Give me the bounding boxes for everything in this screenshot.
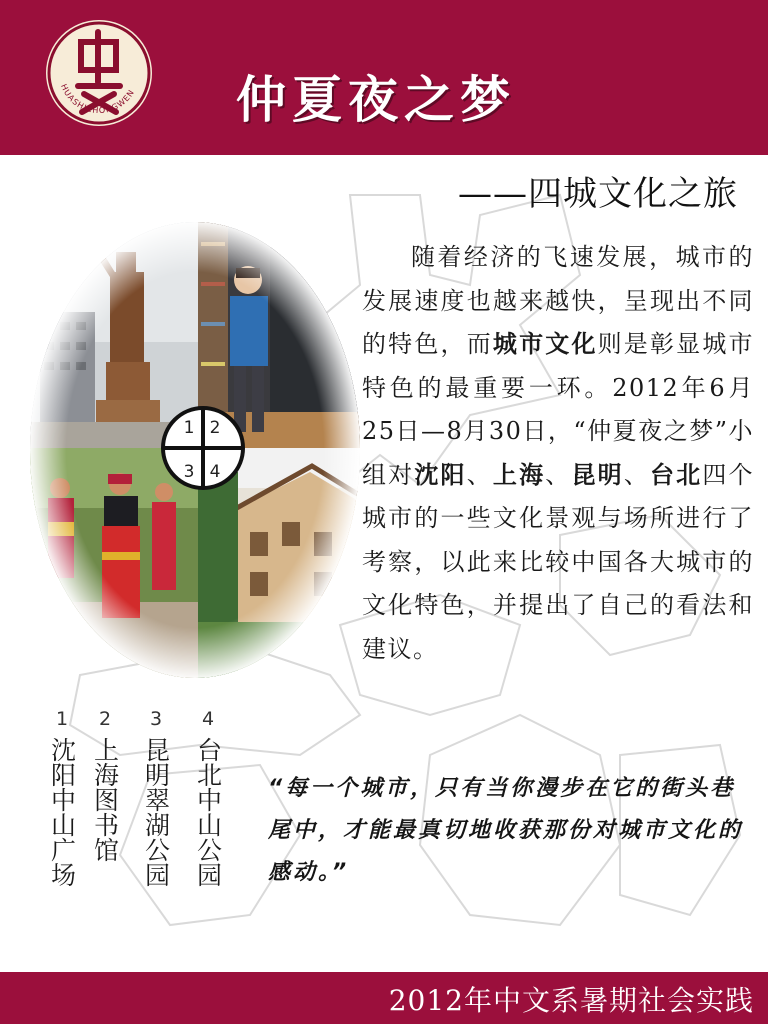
caption-text: 昆明翠湖公园	[141, 737, 171, 887]
body-text-1: 随着经济的飞速发展，城市的发展速度也越来越快，呈现出不同的特色，而	[362, 243, 754, 358]
caption-text: 台北中山公园	[193, 737, 223, 887]
caption-2	[89, 705, 121, 862]
photo-index-crosshair	[160, 405, 246, 491]
closing-quote: “每一个城市，只有当你漫步在它的街头巷尾中，才能最真切地收获那份对城市文化的感动。”	[268, 776, 744, 885]
photo-number-1: 1	[183, 418, 195, 438]
caption-text: 上海图书馆	[90, 737, 120, 862]
keyword-taipei: 台北	[650, 460, 703, 489]
separator: 、	[466, 460, 493, 489]
photo-number-3: 3	[183, 462, 195, 482]
caption-number: 3	[149, 708, 163, 730]
body-text-2: 则是彰显城市特色的最重要一环。2012年6月25日—8月30日，“仲夏夜之梦”小组对	[362, 330, 755, 489]
logo-seal	[46, 20, 152, 126]
keyword-kunming: 昆明	[571, 460, 624, 489]
caption-4	[192, 705, 224, 887]
svg-text:HUASHIZHONGWEN: HUASHIZHONGWEN	[58, 82, 137, 116]
caption-text: 沈阳中山广场	[47, 737, 77, 887]
page-title: 仲夏夜之梦	[236, 71, 516, 129]
photo-number-2: 2	[209, 418, 221, 438]
photo-captions	[40, 705, 240, 935]
intro-paragraph	[362, 236, 754, 671]
caption-number: 2	[98, 708, 112, 730]
footer-caption: 2012年中文系暑期社会实践	[388, 984, 754, 1017]
caption-number: 4	[201, 708, 215, 730]
keyword-shenyang: 沈阳	[414, 460, 467, 489]
seal-icon	[46, 20, 152, 126]
separator: 、	[623, 460, 650, 489]
caption-1	[46, 705, 78, 887]
body-text-3: 四个城市的一些文化景观与场所进行了考察，以此来比较中国各大城市的文化特色，并提出了自己的看法和建议。	[362, 460, 755, 663]
keyword-shanghai: 上海	[492, 460, 546, 489]
separator: 、	[545, 460, 572, 489]
caption-3	[140, 705, 172, 887]
caption-number: 1	[55, 708, 69, 730]
page-subtitle: ——四城文化之旅	[458, 174, 738, 214]
keyword-city-culture: 城市文化	[492, 330, 598, 358]
photo-number-4: 4	[209, 462, 221, 482]
